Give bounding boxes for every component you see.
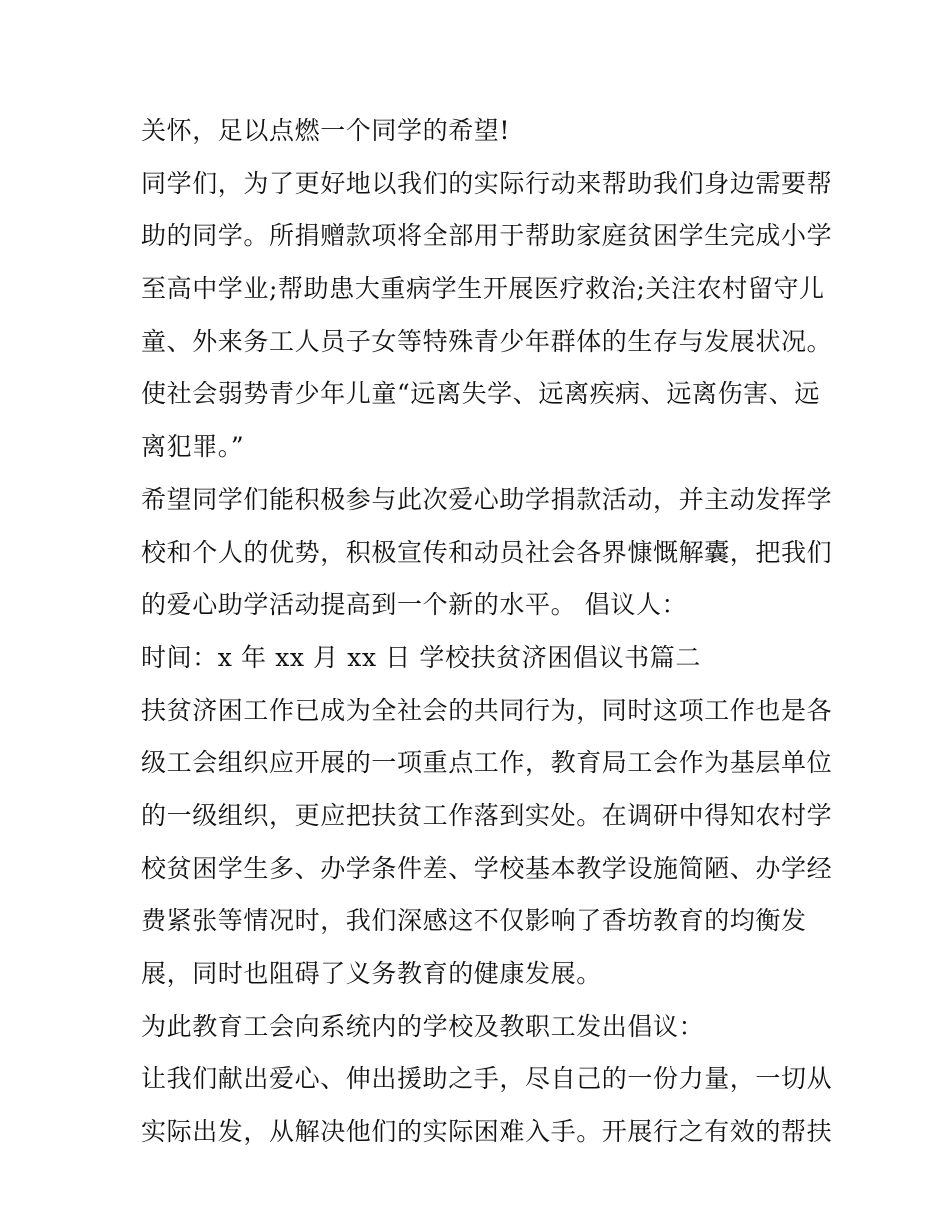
text-line: 的一级组织，更应把扶贫工作落到实处。在调研中得知农村学 — [141, 800, 833, 830]
text-line: 扶贫济困工作已成为全社会的共同行为，同时这项工作也是各 — [141, 695, 833, 725]
text-line: 的爱心助学活动提高到一个新的水平。 倡议人： — [141, 590, 688, 620]
text-line: 级工会组织应开展的一项重点工作，教育局工会作为基层单位 — [141, 748, 833, 778]
text-line: 同学们，为了更好地以我们的实际行动来帮助我们身边需要帮 — [141, 168, 833, 198]
text-line: 时间：x 年 xx 月 xx 日 学校扶贫济困倡议书篇二 — [141, 642, 701, 672]
text-line: 费紧张等情况时，我们深感这不仅影响了香坊教育的均衡发 — [141, 906, 807, 936]
text-line: 为此教育工会向系统内的学校及教职工发出倡议： — [141, 1011, 705, 1041]
text-line: 离犯罪。” — [141, 432, 245, 462]
text-line: 童、外来务工人员子女等特殊青少年群体的生存与发展状况。 — [141, 326, 833, 356]
text-line: 希望同学们能积极参与此次爱心助学捐款活动，并主动发挥学 — [141, 484, 833, 514]
text-line: 展，同时也阻碍了义务教育的健康发展。 — [141, 959, 602, 988]
text-line: 让我们献出爱心、伸出援助之手，尽自己的一份力量，一切从 — [141, 1064, 833, 1094]
text-line: 助的同学。所捐赠款项将全部用于帮助家庭贫困学生完成小学 — [141, 221, 833, 251]
text-line: 至高中学业;帮助患大重病学生开展医疗救治;关注农村留守儿 — [141, 274, 825, 304]
document-body — [141, 105, 833, 1159]
text-line: 校和个人的优势，积极宣传和动员社会各界慷慨解囊，把我们 — [141, 537, 833, 567]
text-line: 实际出发，从解决他们的实际困难入手。开展行之有效的帮扶 — [141, 1117, 833, 1147]
text-line: 校贫困学生多、办学条件差、学校基本教学设施简陋、办学经 — [141, 853, 833, 883]
text-line: 关怀，足以点燃一个同学的希望! — [141, 116, 511, 145]
text-line: 使社会弱势青少年儿童“远离失学、远离疾病、远离伤害、远 — [141, 379, 820, 409]
